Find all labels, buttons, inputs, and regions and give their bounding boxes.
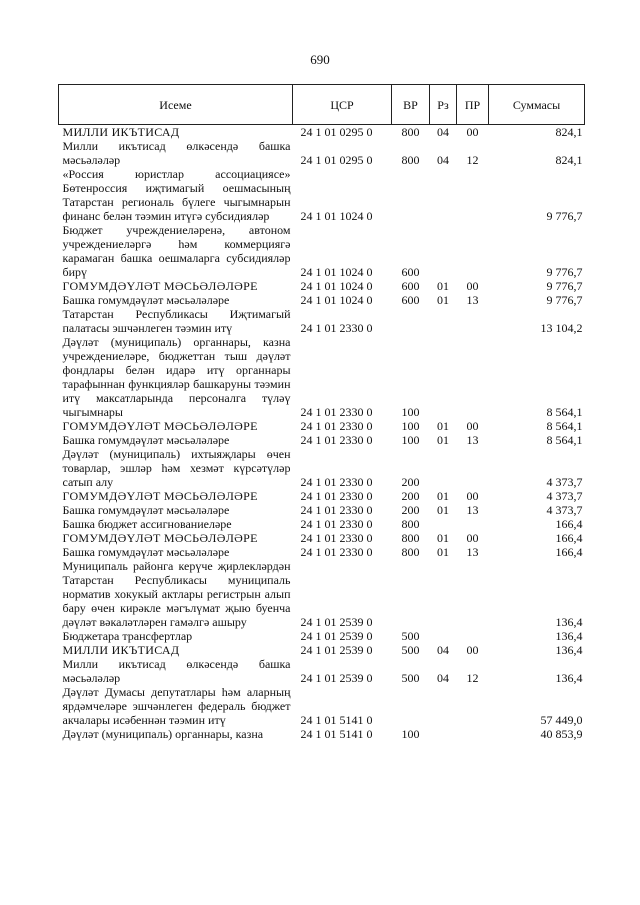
cell-name: ГОМУМДӘҮЛӘТ МӘСЬӘЛӘЛӘРЕ [62, 489, 258, 503]
cell-sum: 8 564,1 [546, 433, 583, 447]
cell-name: Дәүләт (муниципаль) органнары, казна [62, 727, 264, 741]
cell-vr: 800 [401, 517, 420, 531]
cell-name: Бюджетара трансфертлар [62, 629, 193, 643]
cell-rz [430, 167, 457, 223]
cell-sum: 136,4 [555, 671, 583, 685]
cell-vr [392, 685, 430, 727]
cell-pr [457, 167, 489, 223]
cell-pr [457, 685, 489, 727]
cell-rz: 01 [437, 503, 449, 517]
table-row [59, 125, 585, 140]
cell-pr: 12 [466, 671, 479, 685]
header-row [59, 85, 585, 125]
table-row [59, 419, 585, 433]
cell-pr: 13 [466, 293, 479, 307]
cell-sum: 166,4 [555, 517, 583, 531]
cell-pr: 00 [466, 489, 479, 503]
cell-sum: 9 776,7 [546, 279, 583, 293]
cell-vr: 500 [401, 629, 420, 643]
cell-pr [457, 335, 489, 419]
cell-name: МИЛЛИ ИКЪТИСАД [62, 643, 180, 657]
cell-csr: 24 1 01 5141 0 [300, 727, 373, 741]
cell-rz: 01 [437, 489, 449, 503]
cell-sum: 57 449,0 [540, 713, 583, 727]
cell-vr: 200 [401, 489, 420, 503]
cell-vr: 500 [401, 671, 420, 685]
cell-name: ГОМУМДӘҮЛӘТ МӘСЬӘЛӘЛӘРЕ [62, 531, 258, 545]
cell-csr: 24 1 01 2330 0 [300, 517, 373, 531]
cell-name: Башка гомумдәүләт мәсьәләләре [62, 545, 230, 559]
page-number: 690 [310, 52, 330, 67]
cell-csr: 24 1 01 2330 0 [300, 405, 373, 419]
cell-name: Милли икътисад өлкәсендә башка мәсьәләләр [62, 657, 291, 685]
cell-sum: 166,4 [555, 545, 583, 559]
cell-rz [430, 223, 457, 279]
cell-rz [430, 335, 457, 419]
header-sum: Суммасы [489, 85, 585, 125]
cell-pr: 00 [466, 419, 479, 433]
table-row [59, 489, 585, 503]
cell-pr [457, 447, 489, 489]
cell-pr [457, 517, 489, 531]
cell-rz: 04 [437, 643, 449, 657]
table-row [59, 685, 585, 727]
cell-vr [392, 307, 430, 335]
cell-name: Муниципаль районга керүче җирлекләрдән Татарстан Республикасы муниципаль норматив хокукый актлары регистрын алып бару өчен кирәкле мәгълүмат җыю буенча дәүләт вәкаләтләрен гамәлгә ашыру [62, 559, 291, 629]
cell-csr: 24 1 01 2330 0 [300, 321, 373, 335]
cell-csr: 24 1 01 2330 0 [300, 419, 373, 433]
cell-name: Башка гомумдәүләт мәсьәләләре [62, 503, 230, 517]
cell-name: Милли икътисад өлкәсендә башка мәсьәләләр [62, 139, 291, 167]
cell-vr: 800 [401, 153, 420, 167]
table-row [59, 223, 585, 279]
cell-csr: 24 1 01 2330 0 [300, 433, 373, 447]
cell-rz: 01 [437, 531, 449, 545]
cell-name: ГОМУМДӘҮЛӘТ МӘСЬӘЛӘЛӘРЕ [62, 279, 258, 293]
table-row [59, 545, 585, 559]
cell-sum: 9 776,7 [546, 209, 583, 223]
cell-sum: 136,4 [555, 643, 583, 657]
cell-csr: 24 1 01 5141 0 [300, 713, 373, 727]
cell-rz [430, 685, 457, 727]
cell-sum: 166,4 [555, 531, 583, 545]
cell-vr: 200 [401, 475, 420, 489]
table-row [59, 657, 585, 685]
cell-csr: 24 1 01 2330 0 [300, 489, 373, 503]
cell-csr: 24 1 01 1024 0 [300, 279, 373, 293]
table-row [59, 307, 585, 335]
table-row [59, 139, 585, 167]
cell-pr [457, 559, 489, 629]
cell-rz [430, 447, 457, 489]
cell-vr: 100 [401, 727, 420, 741]
cell-rz: 04 [437, 153, 449, 167]
cell-csr: 24 1 01 2330 0 [300, 531, 373, 545]
cell-pr: 13 [466, 433, 479, 447]
cell-name: Бюджет учреждениеләренә, автоном учреждениеләргә һәм коммерциягә карамаган башка оешмаларга субсидияләр бирү [62, 223, 291, 279]
table-row [59, 335, 585, 419]
cell-name: ГОМУМДӘҮЛӘТ МӘСЬӘЛӘЛӘРЕ [62, 419, 258, 433]
cell-csr: 24 1 01 2330 0 [300, 503, 373, 517]
cell-pr: 00 [466, 125, 479, 139]
header-pr: ПР [457, 85, 489, 125]
table-row [59, 503, 585, 517]
cell-vr: 500 [401, 643, 420, 657]
cell-vr: 100 [401, 419, 420, 433]
cell-sum: 9 776,7 [546, 265, 583, 279]
table-row [59, 167, 585, 223]
cell-rz [430, 727, 457, 741]
cell-name: «Россия юристлар ассоциациясе» Бөтенроссия иҗтимагый оешмасының Татарстан региональ бүлеге чыгымнарын финанс белән тәэмин итүгә субсидияләр [62, 167, 291, 223]
cell-name: Татарстан Республикасы Иҗтимагый палатасы эшчәнлеген тәэмин итү [62, 307, 291, 335]
cell-rz: 04 [437, 671, 449, 685]
cell-name: Башка бюджет ассигнованиеләре [62, 517, 232, 531]
cell-rz [430, 517, 457, 531]
cell-csr: 24 1 01 2330 0 [300, 545, 373, 559]
cell-name: Дәүләт (муниципаль) ихтыяҗлары өчен товарлар, эшләр һәм хезмәт күрсәтүләр сатып алу [62, 447, 291, 489]
cell-rz [430, 307, 457, 335]
cell-vr: 800 [401, 545, 420, 559]
header-rz: Рз [430, 85, 457, 125]
cell-csr: 24 1 01 2539 0 [300, 629, 373, 643]
table-row [59, 559, 585, 629]
cell-sum: 9 776,7 [546, 293, 583, 307]
cell-sum: 4 373,7 [546, 503, 583, 517]
cell-vr [392, 167, 430, 223]
cell-csr: 24 1 01 1024 0 [300, 209, 373, 223]
cell-rz: 01 [437, 279, 449, 293]
cell-vr: 800 [401, 125, 420, 139]
table-row [59, 447, 585, 489]
cell-csr: 24 1 01 2330 0 [300, 475, 373, 489]
cell-rz: 01 [437, 545, 449, 559]
cell-csr: 24 1 01 0295 0 [300, 125, 373, 139]
cell-vr: 100 [401, 405, 420, 419]
cell-pr: 00 [466, 279, 479, 293]
budget-table [58, 84, 585, 741]
cell-vr: 600 [401, 265, 420, 279]
table-row [59, 727, 585, 741]
cell-sum: 4 373,7 [546, 489, 583, 503]
cell-pr: 00 [466, 531, 479, 545]
cell-pr: 13 [466, 503, 479, 517]
cell-rz [430, 629, 457, 643]
header-vr: ВР [392, 85, 430, 125]
cell-csr: 24 1 01 1024 0 [300, 265, 373, 279]
cell-sum: 136,4 [555, 615, 583, 629]
cell-vr: 200 [401, 503, 420, 517]
cell-csr: 24 1 01 1024 0 [300, 293, 373, 307]
cell-pr: 00 [466, 643, 479, 657]
cell-name: МИЛЛИ ИКЪТИСАД [62, 125, 180, 139]
header-name: Исеме [59, 85, 293, 125]
cell-vr: 600 [401, 293, 420, 307]
cell-rz: 01 [437, 433, 449, 447]
cell-csr: 24 1 01 2539 0 [300, 643, 373, 657]
cell-pr [457, 727, 489, 741]
cell-pr [457, 307, 489, 335]
cell-csr: 24 1 01 2539 0 [300, 615, 373, 629]
cell-name: Дәүләт Думасы депутатлары һәм аларның ярдәмчеләре эшчәнлеген федераль бюджет акчалары исәбеннән тәэмин итү [62, 685, 291, 727]
table-row [59, 293, 585, 307]
cell-pr [457, 223, 489, 279]
cell-sum: 8 564,1 [546, 405, 583, 419]
cell-sum: 136,4 [555, 629, 583, 643]
table-row [59, 279, 585, 293]
cell-name: Башка гомумдәүләт мәсьәләләре [62, 433, 230, 447]
table-row [59, 531, 585, 545]
cell-pr [457, 629, 489, 643]
cell-sum: 824,1 [555, 153, 583, 167]
table-row [59, 433, 585, 447]
table-row [59, 517, 585, 531]
table-row [59, 629, 585, 643]
cell-vr [392, 559, 430, 629]
cell-sum: 824,1 [555, 125, 583, 139]
header-csr: ЦСР [293, 85, 392, 125]
cell-name: Башка гомумдәүләт мәсьәләләре [62, 293, 230, 307]
cell-rz [430, 559, 457, 629]
cell-pr: 13 [466, 545, 479, 559]
cell-name: Дәүләт (муниципаль) органнары, казна учреждениеләре, бюджеттан тыш дәүләт фондлары белән идарә итү органнары тарафыннан функцияләр башкаруны тәэмин итү максатларында персоналга түләү чыгымнары [62, 335, 291, 419]
cell-sum: 13 104,2 [540, 321, 583, 335]
table-row [59, 643, 585, 657]
cell-pr: 12 [466, 153, 479, 167]
cell-vr: 800 [401, 531, 420, 545]
cell-rz: 04 [437, 125, 449, 139]
cell-vr: 100 [401, 433, 420, 447]
cell-csr: 24 1 01 0295 0 [300, 153, 373, 167]
cell-csr: 24 1 01 2539 0 [300, 671, 373, 685]
cell-sum: 4 373,7 [546, 475, 583, 489]
cell-vr: 600 [401, 279, 420, 293]
cell-sum: 8 564,1 [546, 419, 583, 433]
cell-rz: 01 [437, 419, 449, 433]
cell-sum: 40 853,9 [540, 727, 583, 741]
cell-rz: 01 [437, 293, 449, 307]
